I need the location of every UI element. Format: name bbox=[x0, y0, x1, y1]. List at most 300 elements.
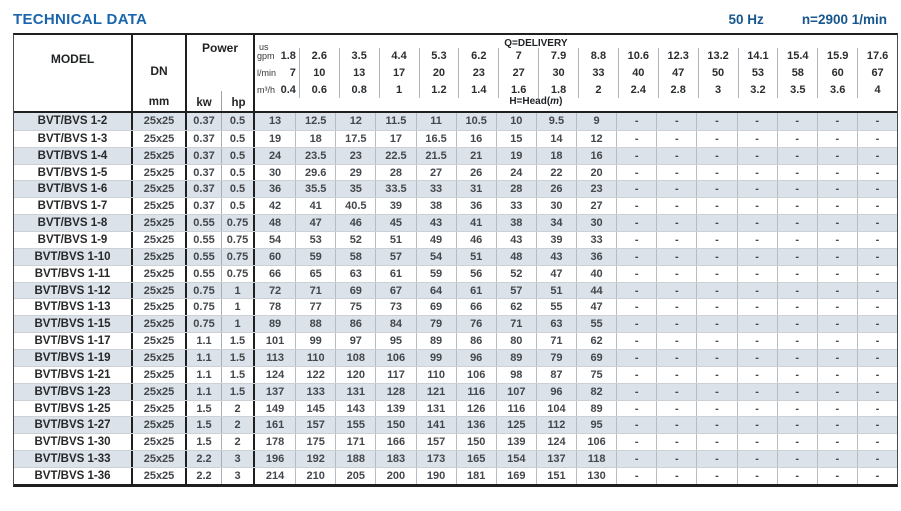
head-value-cell: 51 bbox=[456, 249, 496, 265]
hp-cell: 0.5 bbox=[222, 165, 255, 181]
header-m3h-value: 3.5 bbox=[777, 81, 817, 98]
header-m3h-value: 3 bbox=[698, 81, 738, 98]
head-value-cell: 66 bbox=[456, 299, 496, 315]
head-value-cell: - bbox=[857, 299, 897, 315]
kw-cell: 0.55 bbox=[187, 215, 222, 231]
head-value-cell: - bbox=[777, 384, 817, 400]
head-value-cell: - bbox=[656, 316, 696, 332]
head-value-cell: - bbox=[857, 249, 897, 265]
head-value-cell: 49 bbox=[416, 232, 456, 248]
table-row bbox=[14, 450, 897, 467]
head-value-cell: - bbox=[696, 113, 736, 130]
head-value-cell: - bbox=[817, 165, 857, 181]
head-value-cell: 122 bbox=[295, 367, 335, 383]
head-value-cell: 22.5 bbox=[375, 148, 415, 164]
lmin-row bbox=[255, 65, 897, 82]
head-value-cell: - bbox=[656, 468, 696, 484]
header-lmin-value: 58 bbox=[777, 65, 817, 82]
head-value-cell: 30 bbox=[576, 215, 616, 231]
head-value-cell: - bbox=[817, 249, 857, 265]
table-row bbox=[14, 231, 897, 248]
head-value-cell: 71 bbox=[496, 316, 536, 332]
header-lmin-value: 27 bbox=[498, 65, 538, 82]
head-value-cell: 51 bbox=[375, 232, 415, 248]
head-value-cell: - bbox=[777, 181, 817, 197]
head-value-cell: 39 bbox=[375, 198, 415, 214]
head-value-cell: 43 bbox=[416, 215, 456, 231]
dn-cell: 25x25 bbox=[133, 401, 187, 417]
head-value-cell: 126 bbox=[456, 401, 496, 417]
head-value-cell: - bbox=[616, 232, 656, 248]
model-cell: BVT/BVS 1-10 bbox=[14, 249, 133, 265]
head-value-cell: 21.5 bbox=[416, 148, 456, 164]
head-value-cell: 29 bbox=[335, 165, 375, 181]
head-value-cell: 210 bbox=[295, 468, 335, 484]
head-value-cell: 36 bbox=[268, 183, 282, 196]
m3h-unit-label: m³/h bbox=[257, 84, 275, 95]
header-gpm-value: 15.9 bbox=[817, 48, 857, 65]
h-head-suffix: ) bbox=[559, 96, 563, 108]
head-value-cell: - bbox=[857, 148, 897, 164]
head-value-cell: - bbox=[817, 417, 857, 433]
hp-cell: 0.5 bbox=[222, 148, 255, 164]
head-value-cell: - bbox=[817, 333, 857, 349]
head-value-cell: 23 bbox=[335, 148, 375, 164]
head-value-cell: - bbox=[857, 113, 897, 130]
header-gpm-value: 10.6 bbox=[618, 48, 658, 65]
table-row bbox=[14, 282, 897, 299]
model-cell: BVT/BVS 1-6 bbox=[14, 181, 133, 197]
head-value-cell: 33 bbox=[576, 232, 616, 248]
head-value-cell: - bbox=[737, 232, 777, 248]
table-row bbox=[14, 298, 897, 315]
head-value-cell: 104 bbox=[536, 401, 576, 417]
head-value-cell: 75 bbox=[335, 299, 375, 315]
header-gpm-value: 13.2 bbox=[698, 48, 738, 65]
header-m3h-value bbox=[255, 81, 299, 98]
head-value-cell: - bbox=[857, 215, 897, 231]
table-row bbox=[14, 164, 897, 181]
head-value-cell: - bbox=[777, 401, 817, 417]
head-value-cell: - bbox=[857, 316, 897, 332]
hp-cell: 0.75 bbox=[222, 215, 255, 231]
head-value-cell: - bbox=[857, 232, 897, 248]
hp-cell: 1 bbox=[222, 316, 255, 332]
head-value-cell: - bbox=[817, 266, 857, 282]
header-lmin-value: 47 bbox=[658, 65, 698, 82]
head-value-cell: 86 bbox=[456, 333, 496, 349]
head-value-cell: - bbox=[777, 249, 817, 265]
head-value-cell: 31 bbox=[456, 181, 496, 197]
head-value-cell: - bbox=[737, 249, 777, 265]
head-value-cell: - bbox=[616, 165, 656, 181]
head-value-cell: 58 bbox=[335, 249, 375, 265]
head-value-cell: 43 bbox=[536, 249, 576, 265]
head-value-cell: 99 bbox=[416, 350, 456, 366]
head-value-cell: 9.5 bbox=[536, 113, 576, 130]
head-value-cell: 71 bbox=[536, 333, 576, 349]
header-m3h-value: 2.4 bbox=[618, 81, 658, 98]
dn-cell: 25x25 bbox=[133, 316, 187, 332]
head-value-cell: - bbox=[656, 148, 696, 164]
head-value-cell: - bbox=[857, 165, 897, 181]
head-value-cell: - bbox=[696, 316, 736, 332]
m3h-row bbox=[255, 81, 897, 98]
head-value-cell: 150 bbox=[375, 417, 415, 433]
kw-cell: 0.75 bbox=[187, 299, 222, 315]
head-value-cell: 59 bbox=[295, 249, 335, 265]
hp-cell: 1.5 bbox=[222, 384, 255, 400]
dn-cell: 25x25 bbox=[133, 434, 187, 450]
head-value-cell: 30 bbox=[268, 166, 282, 179]
head-value-cell: 125 bbox=[496, 417, 536, 433]
head-value-cell: 196 bbox=[265, 453, 285, 466]
head-value-cell: 57 bbox=[496, 283, 536, 299]
head-value-cell: - bbox=[817, 131, 857, 147]
table-row bbox=[14, 315, 897, 332]
head-value-cell: 200 bbox=[375, 468, 415, 484]
head-value-cell: 173 bbox=[416, 451, 456, 467]
head-value-cell: 35 bbox=[335, 181, 375, 197]
dn-cell: 25x25 bbox=[133, 283, 187, 299]
head-value-cell: - bbox=[817, 232, 857, 248]
head-value-cell: 47 bbox=[295, 215, 335, 231]
power-label: Power bbox=[201, 41, 238, 55]
head-value-cell: 16 bbox=[576, 148, 616, 164]
kw-cell: 0.37 bbox=[187, 148, 222, 164]
head-value-cell: - bbox=[696, 215, 736, 231]
head-value-cell: - bbox=[857, 451, 897, 467]
head-value-cell: - bbox=[656, 283, 696, 299]
head-value-cell: - bbox=[857, 283, 897, 299]
head-value-cell: 87 bbox=[536, 367, 576, 383]
head-value-cell: - bbox=[857, 401, 897, 417]
head-value-cell: 10 bbox=[496, 113, 536, 130]
head-value-cell: 9 bbox=[576, 113, 616, 130]
head-value-cell: 166 bbox=[375, 434, 415, 450]
model-cell: BVT/BVS 1-8 bbox=[14, 215, 133, 231]
head-value-cell: 75 bbox=[576, 367, 616, 383]
head-value-cell: - bbox=[616, 451, 656, 467]
head-value-cell: 136 bbox=[456, 417, 496, 433]
head-value-cell: 89 bbox=[268, 318, 282, 331]
head-value-cell: - bbox=[616, 148, 656, 164]
head-value-cell: 16.5 bbox=[416, 131, 456, 147]
table-row bbox=[14, 349, 897, 366]
q-delivery-label: Q=DELIVERY bbox=[504, 38, 568, 49]
head-value-cell: 188 bbox=[335, 451, 375, 467]
head-value-cell: 54 bbox=[268, 233, 282, 246]
head-value-cell: 60 bbox=[268, 250, 282, 263]
head-value-cell: 35.5 bbox=[295, 181, 335, 197]
model-cell: BVT/BVS 1-15 bbox=[14, 316, 133, 332]
head-value-cell: - bbox=[737, 113, 777, 130]
head-value-cell: - bbox=[817, 299, 857, 315]
head-value-cell: - bbox=[656, 401, 696, 417]
head-value-cell: - bbox=[696, 249, 736, 265]
hp-cell: 1 bbox=[222, 283, 255, 299]
head-value-cell: 112 bbox=[536, 417, 576, 433]
head-value-cell: - bbox=[737, 401, 777, 417]
header-gpm-value: 17.6 bbox=[857, 48, 897, 65]
header-gpm-value: 3.5 bbox=[339, 48, 379, 65]
header-gpm-value: 7.9 bbox=[538, 48, 578, 65]
head-value-cell: 139 bbox=[496, 434, 536, 450]
head-value-cell: - bbox=[857, 384, 897, 400]
head-value-cell: 165 bbox=[456, 451, 496, 467]
hp-cell: 0.5 bbox=[222, 113, 255, 130]
head-value-cell: 52 bbox=[335, 232, 375, 248]
head-value-cell: 29.6 bbox=[295, 165, 335, 181]
kw-cell: 0.75 bbox=[187, 316, 222, 332]
head-value-cell: 26 bbox=[456, 165, 496, 181]
header-m3h-value: 2.8 bbox=[658, 81, 698, 98]
head-value-cell: 214 bbox=[265, 469, 285, 482]
head-value-cell: 137 bbox=[536, 451, 576, 467]
head-value-cell: - bbox=[696, 350, 736, 366]
head-value-cell: - bbox=[616, 181, 656, 197]
head-value-cell: 51 bbox=[536, 283, 576, 299]
head-value-cell: - bbox=[656, 299, 696, 315]
head-value-cell: 40 bbox=[576, 266, 616, 282]
kw-cell: 2.2 bbox=[187, 451, 222, 467]
table-body bbox=[14, 113, 897, 484]
kw-cell: 0.55 bbox=[187, 232, 222, 248]
kw-cell: 0.37 bbox=[187, 198, 222, 214]
head-value-cell: - bbox=[696, 384, 736, 400]
head-value-cell: - bbox=[857, 181, 897, 197]
delivery-title-row bbox=[255, 35, 897, 52]
head-value-cell: 40.5 bbox=[335, 198, 375, 214]
head-value-cell: - bbox=[616, 198, 656, 214]
head-value-cell: - bbox=[817, 401, 857, 417]
head-value-cell: - bbox=[616, 316, 656, 332]
head-value-cell: - bbox=[656, 434, 696, 450]
table-row bbox=[14, 265, 897, 282]
head-value-cell: 22 bbox=[536, 165, 576, 181]
table-row bbox=[14, 180, 897, 197]
head-value-cell: 54 bbox=[416, 249, 456, 265]
head-value-cell: - bbox=[656, 165, 696, 181]
hp-cell: 0.75 bbox=[222, 232, 255, 248]
head-value-cell: 89 bbox=[576, 401, 616, 417]
model-cell: BVT/BVS 1-13 bbox=[14, 299, 133, 315]
head-value-cell: 79 bbox=[536, 350, 576, 366]
head-value-cell: - bbox=[777, 215, 817, 231]
head-value-cell: 98 bbox=[496, 367, 536, 383]
speed-label: n=2900 1/min bbox=[801, 12, 887, 27]
head-value-cell: 28 bbox=[496, 181, 536, 197]
header-gpm-value: 15.4 bbox=[777, 48, 817, 65]
model-cell: BVT/BVS 1-17 bbox=[14, 333, 133, 349]
head-value-cell: 26 bbox=[536, 181, 576, 197]
table-row bbox=[14, 113, 897, 130]
kw-cell: 0.37 bbox=[187, 131, 222, 147]
head-value-cell: - bbox=[616, 417, 656, 433]
specs bbox=[729, 12, 887, 27]
head-value-cell: - bbox=[737, 198, 777, 214]
head-value-cell: - bbox=[616, 215, 656, 231]
hp-cell: 3 bbox=[222, 468, 255, 484]
head-value-cell: - bbox=[696, 468, 736, 484]
head-value-cell: 62 bbox=[576, 333, 616, 349]
dn-cell: 25x25 bbox=[133, 468, 187, 484]
dn-cell: 25x25 bbox=[133, 266, 187, 282]
head-value-cell: - bbox=[696, 299, 736, 315]
power-column-header bbox=[187, 35, 255, 111]
header-lmin-value bbox=[255, 65, 299, 82]
head-value-cell: 116 bbox=[456, 384, 496, 400]
model-cell: BVT/BVS 1-27 bbox=[14, 417, 133, 433]
head-value-cell: - bbox=[656, 249, 696, 265]
head-value-cell: 128 bbox=[375, 384, 415, 400]
head-value-cell: 117 bbox=[375, 367, 415, 383]
hp-cell: 0.5 bbox=[222, 131, 255, 147]
dn-cell: 25x25 bbox=[133, 417, 187, 433]
head-value-cell: - bbox=[857, 333, 897, 349]
head-value-cell: - bbox=[777, 131, 817, 147]
head-value-cell: - bbox=[737, 417, 777, 433]
head-value-cell: 178 bbox=[265, 436, 285, 449]
hp-cell: 2 bbox=[222, 401, 255, 417]
head-value-cell: 76 bbox=[456, 316, 496, 332]
head-value-cell: 24 bbox=[496, 165, 536, 181]
head-value-cell: 42 bbox=[268, 200, 282, 213]
head-value-cell: 108 bbox=[335, 350, 375, 366]
kw-cell: 0.37 bbox=[187, 113, 222, 130]
head-value-cell: 67 bbox=[375, 283, 415, 299]
header-m3h-value: 3.2 bbox=[738, 81, 778, 98]
head-value-cell: 124 bbox=[265, 368, 285, 381]
head-value-cell: 23 bbox=[576, 181, 616, 197]
delivery-header-block bbox=[255, 35, 897, 111]
datasheet-page bbox=[0, 11, 901, 487]
hp-cell: 1.5 bbox=[222, 350, 255, 366]
head-value-cell: 47 bbox=[576, 299, 616, 315]
head-value-cell: 190 bbox=[416, 468, 456, 484]
head-value-cell: 18 bbox=[295, 131, 335, 147]
head-value-cell: - bbox=[656, 232, 696, 248]
hp-cell: 1 bbox=[222, 299, 255, 315]
head-value-cell: - bbox=[656, 417, 696, 433]
head-value-cell: 99 bbox=[295, 333, 335, 349]
head-value-cell: - bbox=[817, 350, 857, 366]
head-value-cell: 36 bbox=[576, 249, 616, 265]
head-value-cell: 46 bbox=[335, 215, 375, 231]
head-value-cell: - bbox=[737, 181, 777, 197]
header-gpm-value: 14.1 bbox=[738, 48, 778, 65]
head-value-cell: - bbox=[857, 367, 897, 383]
head-value-cell: - bbox=[696, 367, 736, 383]
head-value-cell: 44 bbox=[576, 283, 616, 299]
head-value-cell: 175 bbox=[295, 434, 335, 450]
head-value-cell: - bbox=[857, 350, 897, 366]
head-value-cell: - bbox=[737, 316, 777, 332]
head-value-cell: - bbox=[737, 468, 777, 484]
h-head-prefix: H=Head( bbox=[509, 96, 551, 108]
head-value-cell: 150 bbox=[456, 434, 496, 450]
model-cell: BVT/BVS 1-25 bbox=[14, 401, 133, 417]
hp-cell: 0.75 bbox=[222, 249, 255, 265]
head-value-cell: - bbox=[696, 266, 736, 282]
head-value-cell: - bbox=[777, 165, 817, 181]
head-value-cell: - bbox=[696, 417, 736, 433]
head-value-cell: 155 bbox=[335, 417, 375, 433]
head-value-cell: - bbox=[777, 316, 817, 332]
head-value-cell: - bbox=[737, 283, 777, 299]
dn-cell: 25x25 bbox=[133, 113, 187, 130]
head-value-cell: - bbox=[616, 384, 656, 400]
header-m3h-value: 0.6 bbox=[299, 81, 339, 98]
head-value-cell: - bbox=[737, 165, 777, 181]
header-lmin-value-text: 7 bbox=[289, 67, 296, 79]
head-value-cell: 36 bbox=[456, 198, 496, 214]
head-value-cell: 107 bbox=[496, 384, 536, 400]
head-value-cell: - bbox=[696, 232, 736, 248]
head-value-cell: - bbox=[696, 198, 736, 214]
head-value-cell: 12 bbox=[576, 131, 616, 147]
head-value-cell: - bbox=[777, 367, 817, 383]
head-value-cell: - bbox=[817, 384, 857, 400]
kw-cell: 1.1 bbox=[187, 367, 222, 383]
head-value-cell: - bbox=[737, 434, 777, 450]
head-value-cell: - bbox=[737, 266, 777, 282]
head-value-cell: 53 bbox=[295, 232, 335, 248]
head-value-cell: 96 bbox=[456, 350, 496, 366]
head-value-cell: 110 bbox=[295, 350, 335, 366]
head-value-cell: 69 bbox=[335, 283, 375, 299]
head-value-cell: 12 bbox=[335, 113, 375, 130]
head-value-cell: - bbox=[656, 266, 696, 282]
header-lmin-value: 40 bbox=[618, 65, 658, 82]
header-gpm-value: 4.4 bbox=[379, 48, 419, 65]
dn-unit-label: mm bbox=[148, 96, 170, 108]
head-value-cell: - bbox=[817, 434, 857, 450]
head-value-cell: - bbox=[616, 113, 656, 130]
head-value-cell: 27 bbox=[416, 165, 456, 181]
head-value-cell: 116 bbox=[496, 401, 536, 417]
dn-cell: 25x25 bbox=[133, 451, 187, 467]
model-cell: BVT/BVS 1-9 bbox=[14, 232, 133, 248]
head-value-cell: 65 bbox=[295, 266, 335, 282]
header-lmin-value: 53 bbox=[738, 65, 778, 82]
head-value-cell: - bbox=[656, 350, 696, 366]
kw-cell: 0.55 bbox=[187, 266, 222, 282]
technical-data-table bbox=[13, 33, 898, 487]
hp-cell: 3 bbox=[222, 451, 255, 467]
head-value-cell: 205 bbox=[335, 468, 375, 484]
header-lmin-value: 30 bbox=[538, 65, 578, 82]
hp-cell: 2 bbox=[222, 434, 255, 450]
model-cell: BVT/BVS 1-11 bbox=[14, 266, 133, 282]
head-value-cell: 33 bbox=[416, 181, 456, 197]
head-value-cell: - bbox=[616, 468, 656, 484]
head-value-cell: 63 bbox=[335, 266, 375, 282]
head-value-cell: 24 bbox=[268, 149, 282, 162]
head-value-cell: 131 bbox=[416, 401, 456, 417]
page-title: TECHNICAL DATA bbox=[13, 11, 148, 28]
head-value-cell: - bbox=[696, 131, 736, 147]
head-value-cell: 10.5 bbox=[456, 113, 496, 130]
head-value-cell: - bbox=[737, 367, 777, 383]
head-value-cell: 88 bbox=[295, 316, 335, 332]
head-value-cell: 89 bbox=[496, 350, 536, 366]
head-value-cell: - bbox=[696, 283, 736, 299]
head-value-cell: - bbox=[857, 198, 897, 214]
hp-cell: 0.5 bbox=[222, 181, 255, 197]
h-head-m: m bbox=[550, 96, 560, 108]
header-gpm-value: 8.8 bbox=[578, 48, 618, 65]
